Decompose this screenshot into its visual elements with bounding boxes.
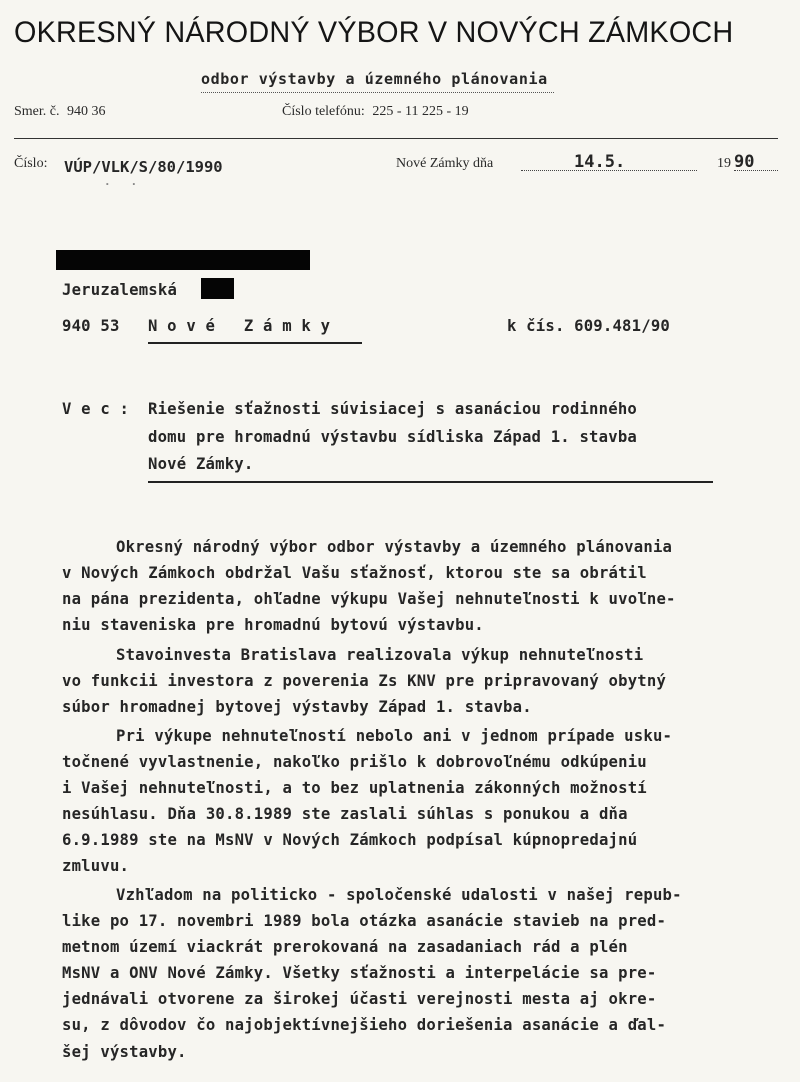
year-suffix: 90 xyxy=(734,152,755,172)
body-line: Stavoinvesta Bratislava realizovala výkup nehnuteľnosti xyxy=(116,646,644,664)
subject-line: Riešenie sťažnosti súvisiacej s asanáciou rodinného xyxy=(148,400,637,418)
body-line: jednávali otvorene za širokej účasti verejnosti mesta aj okre- xyxy=(62,990,657,1008)
body-line: súbor hromadnej bytovej výstavby Západ 1. stavba. xyxy=(62,698,532,716)
body-line: nesúhlasu. Dňa 30.8.1989 ste zaslali súhlas s ponukou a dňa xyxy=(62,805,628,823)
stray-marks: · · xyxy=(104,178,138,191)
body-line: metnom území viackrát prerokovaná na zasadaniach rád a plén xyxy=(62,938,628,956)
body-line: Pri výkupe nehnuteľností nebolo ani v jednom prípade usku- xyxy=(116,727,673,745)
reference-number-label: Číslo: xyxy=(14,156,48,171)
recipient-ref-number: k čís. 609.481/90 xyxy=(507,317,670,335)
phone-label: Číslo telefónu: xyxy=(282,104,365,119)
subject-line: domu pre hromadnú výstavbu sídliska Západ 1. stavba xyxy=(148,428,637,446)
reference-number: VÚP/VLK/S/80/1990 xyxy=(64,158,223,176)
body-line: like po 17. novembri 1989 bola otázka asanácie stavieb na pred- xyxy=(62,912,667,930)
body-line: su, z dôvodov čo najobjektívnejšieho doriešenia asanácie a ďal- xyxy=(62,1016,667,1034)
subject-label: V e c : xyxy=(62,400,130,418)
phone-numbers: 225 - 11 225 - 19 xyxy=(372,104,469,119)
phone-line xyxy=(282,104,469,120)
body-line: niu staveniska pre hromadnú bytovú výstavbu. xyxy=(62,616,484,634)
office-title: OKRESNÝ NÁRODNÝ VÝBOR V NOVÝCH ZÁMKOCH xyxy=(14,16,734,49)
date-value: 14.5. xyxy=(574,152,626,172)
year-prefix: 19 xyxy=(717,156,731,171)
body-line: Vzhľadom na politicko - spoločenské udalosti v našej repub- xyxy=(116,886,682,904)
subject-line: Nové Zámky. xyxy=(148,455,254,473)
body-line: zmluvu. xyxy=(62,857,130,875)
subject-underline xyxy=(148,481,713,483)
department-subtitle: odbor výstavby a územného plánovania xyxy=(201,70,554,93)
body-line: 6.9.1989 ste na MsNV v Nových Zámkoch podpísal kúpnopredajnú xyxy=(62,831,638,849)
recipient-city: N o v é Z á m k y xyxy=(148,317,331,335)
recipient-street: Jeruzalemská xyxy=(62,281,178,299)
year-dotted-line xyxy=(734,170,778,171)
postal-label: Smer. č. xyxy=(14,104,60,119)
body-line: točnené vyvlastnenie, nakoľko prišlo k dobrovoľnému odkúpeniu xyxy=(62,753,647,771)
body-line: Okresný národný výbor odbor výstavby a územného plánovania xyxy=(116,538,673,556)
redacted-house-number xyxy=(201,278,234,299)
body-line: šej výstavby. xyxy=(62,1043,187,1061)
recipient-postal-code: 940 53 xyxy=(62,317,120,335)
postal-code: 940 36 xyxy=(67,104,106,119)
body-line: i Vašej nehnuteľnosti, a to bez uplatnenia zákonných možností xyxy=(62,779,647,797)
body-line: vo funkcii investora z poverenia Zs KNV pre pripravovaný obytný xyxy=(62,672,667,690)
header-divider xyxy=(14,138,778,139)
place-date-label: Nové Zámky dňa xyxy=(396,156,494,171)
postal-code-line xyxy=(14,104,106,120)
body-line: v Nových Zámkoch obdržal Vašu sťažnosť, ktorou ste sa obrátil xyxy=(62,564,647,582)
redacted-recipient-name xyxy=(56,250,310,270)
city-underline xyxy=(148,342,362,344)
body-line: MsNV a ONV Nové Zámky. Všetky sťažnosti a interpelácie sa pre- xyxy=(62,964,657,982)
body-line: na pána prezidenta, ohľadne výkupu Vašej nehnuteľnosti k uvoľne- xyxy=(62,590,676,608)
